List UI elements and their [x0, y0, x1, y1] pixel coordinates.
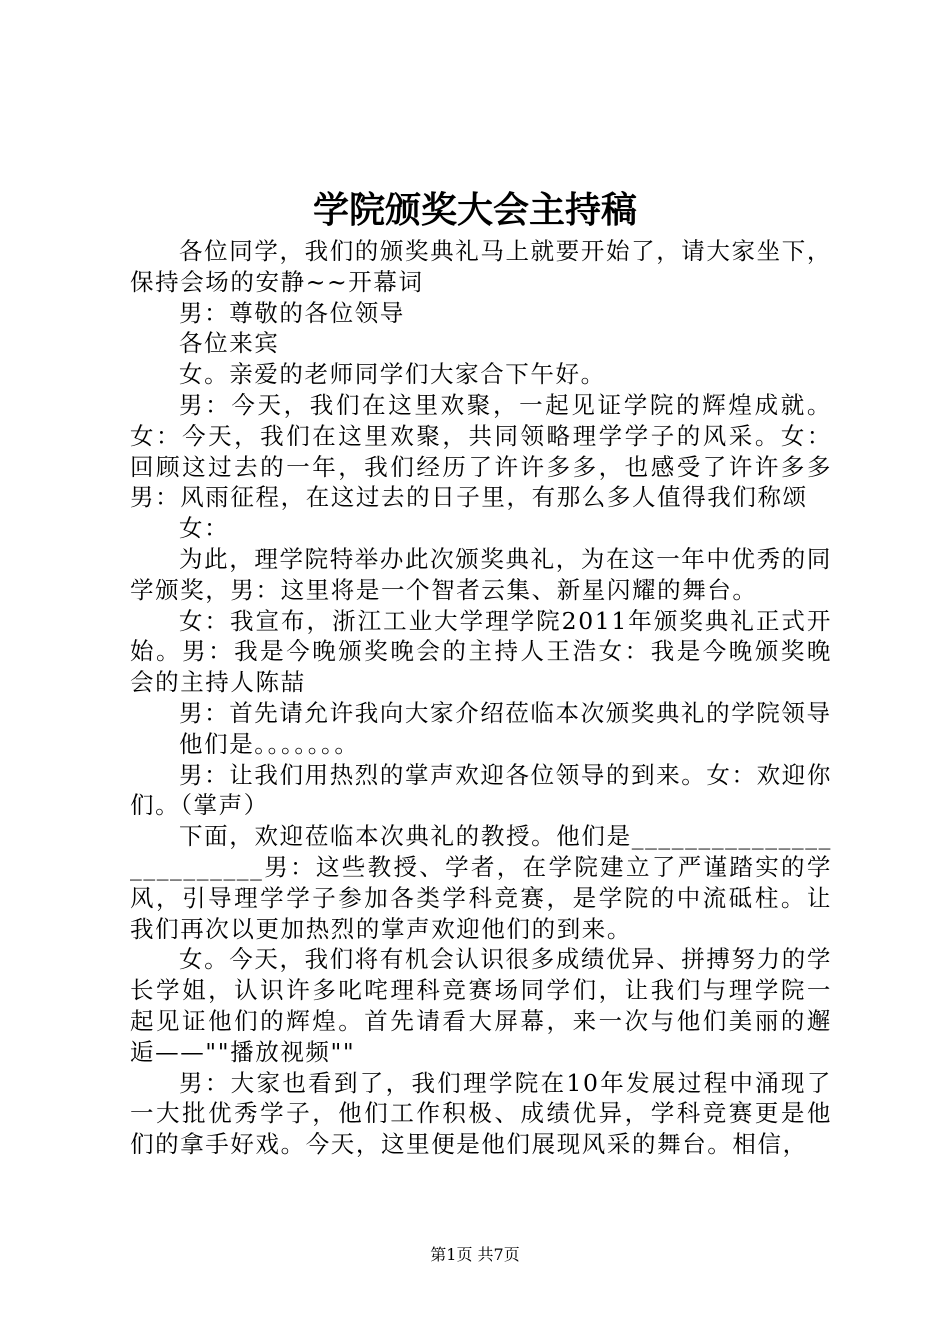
paragraph: 各位同学，我们的颁奖典礼马上就要开始了，请大家坐下，保持会场的安静~~开幕词 — [130, 237, 832, 296]
paragraph: 女。亲爱的老师同学们大家合下午好。 — [179, 360, 606, 389]
paragraph: 为此，理学院特举办此次颁奖典礼，为在这一年中优秀的同学颁奖，男：这里将是一个智者云集、新星闪耀的舞台。 — [130, 544, 832, 604]
paragraph: 女： — [179, 514, 230, 543]
document-title: 学院颁奖大会主持稿 — [312, 189, 637, 231]
paragraph: 男：首先请允许我向大家介绍莅临本次颁奖典礼的学院领导 — [179, 698, 832, 727]
paragraph: 下面，欢迎莅临本次典礼的教授。他们是_________________________男：这些教授、学者，在学院建立了严谨踏实的学风，引导理学学子参加各类学科竞赛，是学院的中流砥柱。让我们再次以更加热烈的掌声欢迎他们的到来。 — [130, 822, 832, 943]
paragraph: 男：今天，我们在这里欢聚，一起见证学院的辉煌成就。女：今天，我们在这里欢聚，共同领略理学学子的风采。女：回顾这过去的一年，我们经历了许许多多，也感受了许许多多男：风雨征程，在这过去的日子里，有那么多人值得我们称颂 — [130, 390, 832, 512]
paragraph: 男：大家也看到了，我们理学院在10年发展过程中涌现了一大批优秀学子，他们工作积极、成绩优异，学科竞赛更是他们的拿手好戏。今天，这里便是他们展现风采的舞台。相信， — [130, 1068, 832, 1159]
paragraph: 他们是。。。。。。。 — [179, 729, 360, 758]
paragraph: 男：让我们用热烈的掌声欢迎各位领导的到来。女：欢迎你们。（掌声） — [130, 760, 832, 820]
document-body — [130, 236, 832, 1160]
paragraph: 女。今天，我们将有机会认识很多成绩优异、拼搏努力的学长学姐，认识许多叱咤理科竞赛场同学们，让我们与理学院一起见证他们的辉煌。首先请看大屏幕，来一次与他们美丽的邂逅——""播放视频"" — [130, 945, 832, 1066]
paragraph: 女：我宣布，浙江工业大学理学院2011年颁奖典礼正式开始。男：我是今晚颁奖晚会的主持人王浩女：我是今晚颁奖晚会的主持人陈喆 — [130, 606, 832, 697]
paragraph: 男：尊敬的各位领导 — [179, 298, 405, 327]
paragraph: 各位来宾 — [179, 329, 280, 358]
page-footer: 第1页 共7页 — [430, 1245, 520, 1264]
